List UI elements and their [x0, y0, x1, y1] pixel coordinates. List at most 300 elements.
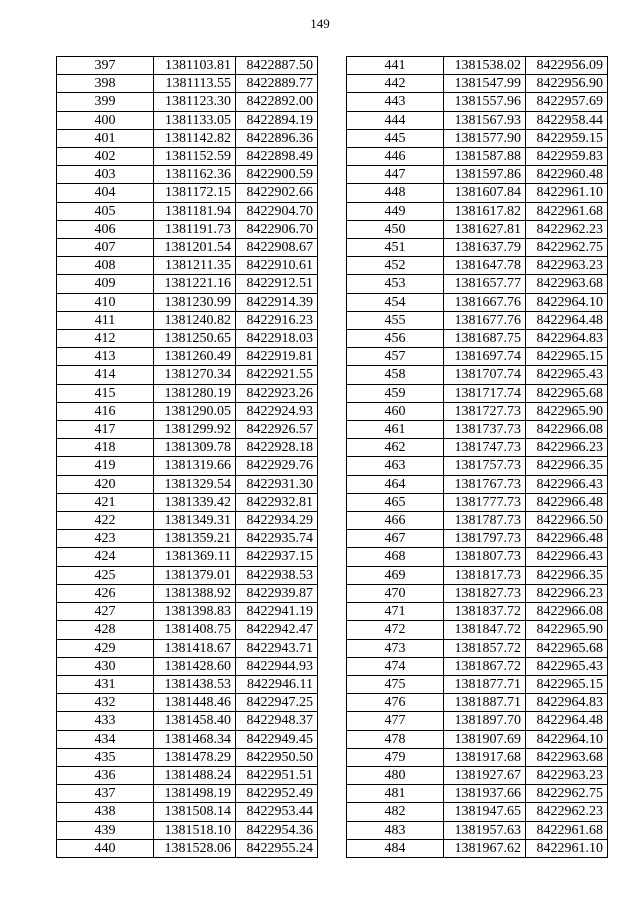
point-number-cell: 484 — [347, 839, 444, 857]
x-coordinate-cell: 1381917.68 — [444, 748, 526, 766]
y-coordinate-cell: 8422958.44 — [526, 111, 608, 129]
point-number-cell: 418 — [57, 439, 154, 457]
point-number-cell: 407 — [57, 239, 154, 257]
table-row — [347, 148, 608, 166]
y-coordinate-cell: 8422934.29 — [236, 512, 318, 530]
table-row — [347, 657, 608, 675]
x-coordinate-cell: 1381877.71 — [444, 675, 526, 693]
y-coordinate-cell: 8422964.83 — [526, 694, 608, 712]
point-number-cell: 403 — [57, 166, 154, 184]
point-number-cell: 423 — [57, 530, 154, 548]
x-coordinate-cell: 1381250.65 — [154, 330, 236, 348]
point-number-cell: 448 — [347, 184, 444, 202]
point-number-cell: 421 — [57, 493, 154, 511]
x-coordinate-cell: 1381468.34 — [154, 730, 236, 748]
table-row — [347, 93, 608, 111]
point-number-cell: 470 — [347, 584, 444, 602]
y-coordinate-cell: 8422908.67 — [236, 239, 318, 257]
table-row — [347, 457, 608, 475]
table-row — [57, 785, 318, 803]
y-coordinate-cell: 8422959.15 — [526, 129, 608, 147]
table-row — [347, 785, 608, 803]
point-number-cell: 433 — [57, 712, 154, 730]
x-coordinate-cell: 1381927.67 — [444, 766, 526, 784]
x-coordinate-cell: 1381667.76 — [444, 293, 526, 311]
x-coordinate-cell: 1381897.70 — [444, 712, 526, 730]
table-row — [57, 129, 318, 147]
x-coordinate-cell: 1381967.62 — [444, 839, 526, 857]
table-row — [347, 366, 608, 384]
point-number-cell: 468 — [347, 548, 444, 566]
point-number-cell: 436 — [57, 766, 154, 784]
y-coordinate-cell: 8422966.08 — [526, 421, 608, 439]
x-coordinate-cell: 1381458.40 — [154, 712, 236, 730]
point-number-cell: 459 — [347, 384, 444, 402]
y-coordinate-cell: 8422966.50 — [526, 512, 608, 530]
table-row — [57, 530, 318, 548]
table-row — [347, 694, 608, 712]
point-number-cell: 453 — [347, 275, 444, 293]
y-coordinate-cell: 8422966.43 — [526, 548, 608, 566]
y-coordinate-cell: 8422964.48 — [526, 311, 608, 329]
point-number-cell: 460 — [347, 402, 444, 420]
point-number-cell: 449 — [347, 202, 444, 220]
x-coordinate-cell: 1381587.88 — [444, 148, 526, 166]
table-row — [57, 512, 318, 530]
x-coordinate-cell: 1381448.46 — [154, 694, 236, 712]
table-row — [347, 512, 608, 530]
point-number-cell: 467 — [347, 530, 444, 548]
x-coordinate-cell: 1381847.72 — [444, 621, 526, 639]
x-coordinate-cell: 1381329.54 — [154, 475, 236, 493]
table-row — [57, 257, 318, 275]
x-coordinate-cell: 1381787.73 — [444, 512, 526, 530]
table-row — [57, 493, 318, 511]
x-coordinate-cell: 1381339.42 — [154, 493, 236, 511]
x-coordinate-cell: 1381488.24 — [154, 766, 236, 784]
table-row — [57, 675, 318, 693]
y-coordinate-cell: 8422965.68 — [526, 384, 608, 402]
y-coordinate-cell: 8422962.75 — [526, 239, 608, 257]
table-row — [347, 748, 608, 766]
x-coordinate-cell: 1381607.84 — [444, 184, 526, 202]
y-coordinate-cell: 8422948.37 — [236, 712, 318, 730]
table-row — [57, 548, 318, 566]
y-coordinate-cell: 8422906.70 — [236, 220, 318, 238]
point-number-cell: 455 — [347, 311, 444, 329]
y-coordinate-cell: 8422898.49 — [236, 148, 318, 166]
table-row — [347, 803, 608, 821]
x-coordinate-cell: 1381637.79 — [444, 239, 526, 257]
table-row — [57, 821, 318, 839]
y-coordinate-cell: 8422928.18 — [236, 439, 318, 457]
x-coordinate-cell: 1381152.59 — [154, 148, 236, 166]
table-row — [347, 675, 608, 693]
point-number-cell: 420 — [57, 475, 154, 493]
point-number-cell: 477 — [347, 712, 444, 730]
point-number-cell: 408 — [57, 257, 154, 275]
x-coordinate-cell: 1381557.96 — [444, 93, 526, 111]
y-coordinate-cell: 8422954.36 — [236, 821, 318, 839]
y-coordinate-cell: 8422966.48 — [526, 530, 608, 548]
x-coordinate-cell: 1381438.53 — [154, 675, 236, 693]
x-coordinate-cell: 1381737.73 — [444, 421, 526, 439]
table-row — [347, 439, 608, 457]
y-coordinate-cell: 8422966.35 — [526, 566, 608, 584]
x-coordinate-cell: 1381767.73 — [444, 475, 526, 493]
point-number-cell: 451 — [347, 239, 444, 257]
table-row — [57, 421, 318, 439]
point-number-cell: 431 — [57, 675, 154, 693]
table-row — [57, 639, 318, 657]
x-coordinate-cell: 1381230.99 — [154, 293, 236, 311]
table-row — [57, 603, 318, 621]
point-number-cell: 479 — [347, 748, 444, 766]
y-coordinate-cell: 8422956.09 — [526, 57, 608, 75]
point-number-cell: 482 — [347, 803, 444, 821]
point-number-cell: 410 — [57, 293, 154, 311]
y-coordinate-cell: 8422931.30 — [236, 475, 318, 493]
table-row — [347, 639, 608, 657]
table-row — [57, 239, 318, 257]
x-coordinate-cell: 1381807.73 — [444, 548, 526, 566]
y-coordinate-cell: 8422962.75 — [526, 785, 608, 803]
x-coordinate-cell: 1381677.76 — [444, 311, 526, 329]
table-row — [57, 657, 318, 675]
x-coordinate-cell: 1381817.73 — [444, 566, 526, 584]
table-row — [347, 184, 608, 202]
y-coordinate-cell: 8422896.36 — [236, 129, 318, 147]
y-coordinate-cell: 8422892.00 — [236, 93, 318, 111]
x-coordinate-cell: 1381290.05 — [154, 402, 236, 420]
y-coordinate-cell: 8422937.15 — [236, 548, 318, 566]
y-coordinate-cell: 8422963.23 — [526, 257, 608, 275]
x-coordinate-cell: 1381142.82 — [154, 129, 236, 147]
point-number-cell: 474 — [347, 657, 444, 675]
y-coordinate-cell: 8422965.43 — [526, 657, 608, 675]
y-coordinate-cell: 8422932.81 — [236, 493, 318, 511]
x-coordinate-cell: 1381113.55 — [154, 75, 236, 93]
point-number-cell: 400 — [57, 111, 154, 129]
y-coordinate-cell: 8422966.35 — [526, 457, 608, 475]
point-number-cell: 443 — [347, 93, 444, 111]
x-coordinate-cell: 1381478.29 — [154, 748, 236, 766]
y-coordinate-cell: 8422955.24 — [236, 839, 318, 857]
x-coordinate-cell: 1381299.92 — [154, 421, 236, 439]
point-number-cell: 397 — [57, 57, 154, 75]
x-coordinate-cell: 1381162.36 — [154, 166, 236, 184]
table-row — [57, 330, 318, 348]
x-coordinate-cell: 1381657.77 — [444, 275, 526, 293]
point-number-cell: 437 — [57, 785, 154, 803]
table-row — [347, 475, 608, 493]
y-coordinate-cell: 8422963.23 — [526, 766, 608, 784]
table-row — [57, 621, 318, 639]
table-row — [347, 766, 608, 784]
point-number-cell: 462 — [347, 439, 444, 457]
table-row — [347, 402, 608, 420]
table-row — [347, 384, 608, 402]
point-number-cell: 465 — [347, 493, 444, 511]
y-coordinate-cell: 8422959.83 — [526, 148, 608, 166]
point-number-cell: 411 — [57, 311, 154, 329]
y-coordinate-cell: 8422957.69 — [526, 93, 608, 111]
x-coordinate-cell: 1381937.66 — [444, 785, 526, 803]
table-row — [57, 712, 318, 730]
point-number-cell: 456 — [347, 330, 444, 348]
x-coordinate-cell: 1381201.54 — [154, 239, 236, 257]
x-coordinate-cell: 1381717.74 — [444, 384, 526, 402]
y-coordinate-cell: 8422946.11 — [236, 675, 318, 693]
x-coordinate-cell: 1381319.66 — [154, 457, 236, 475]
y-coordinate-cell: 8422960.48 — [526, 166, 608, 184]
point-number-cell: 417 — [57, 421, 154, 439]
y-coordinate-cell: 8422949.45 — [236, 730, 318, 748]
y-coordinate-cell: 8422966.08 — [526, 603, 608, 621]
y-coordinate-cell: 8422953.44 — [236, 803, 318, 821]
y-coordinate-cell: 8422963.68 — [526, 275, 608, 293]
y-coordinate-cell: 8422961.68 — [526, 202, 608, 220]
x-coordinate-cell: 1381221.16 — [154, 275, 236, 293]
table-row — [347, 584, 608, 602]
point-number-cell: 439 — [57, 821, 154, 839]
y-coordinate-cell: 8422941.19 — [236, 603, 318, 621]
point-number-cell: 435 — [57, 748, 154, 766]
table-row — [57, 439, 318, 457]
y-coordinate-cell: 8422929.76 — [236, 457, 318, 475]
y-coordinate-cell: 8422938.53 — [236, 566, 318, 584]
point-number-cell: 452 — [347, 257, 444, 275]
table-row — [347, 275, 608, 293]
point-number-cell: 444 — [347, 111, 444, 129]
y-coordinate-cell: 8422935.74 — [236, 530, 318, 548]
table-row — [57, 766, 318, 784]
y-coordinate-cell: 8422902.66 — [236, 184, 318, 202]
table-row — [57, 111, 318, 129]
table-row — [57, 220, 318, 238]
point-number-cell: 427 — [57, 603, 154, 621]
point-number-cell: 416 — [57, 402, 154, 420]
y-coordinate-cell: 8422939.87 — [236, 584, 318, 602]
x-coordinate-cell: 1381359.21 — [154, 530, 236, 548]
table-row — [347, 621, 608, 639]
point-number-cell: 425 — [57, 566, 154, 584]
point-number-cell: 432 — [57, 694, 154, 712]
y-coordinate-cell: 8422919.81 — [236, 348, 318, 366]
point-number-cell: 441 — [347, 57, 444, 75]
y-coordinate-cell: 8422952.49 — [236, 785, 318, 803]
table-row — [347, 202, 608, 220]
point-number-cell: 404 — [57, 184, 154, 202]
table-row — [347, 712, 608, 730]
x-coordinate-cell: 1381957.63 — [444, 821, 526, 839]
table-row — [347, 530, 608, 548]
y-coordinate-cell: 8422961.10 — [526, 839, 608, 857]
x-coordinate-cell: 1381191.73 — [154, 220, 236, 238]
point-number-cell: 445 — [347, 129, 444, 147]
point-number-cell: 401 — [57, 129, 154, 147]
point-number-cell: 440 — [57, 839, 154, 857]
table-row — [347, 239, 608, 257]
x-coordinate-cell: 1381687.75 — [444, 330, 526, 348]
y-coordinate-cell: 8422966.43 — [526, 475, 608, 493]
x-coordinate-cell: 1381133.05 — [154, 111, 236, 129]
y-coordinate-cell: 8422964.10 — [526, 293, 608, 311]
x-coordinate-cell: 1381757.73 — [444, 457, 526, 475]
y-coordinate-cell: 8422887.50 — [236, 57, 318, 75]
y-coordinate-cell: 8422965.15 — [526, 675, 608, 693]
x-coordinate-cell: 1381518.10 — [154, 821, 236, 839]
x-coordinate-cell: 1381857.72 — [444, 639, 526, 657]
point-number-cell: 471 — [347, 603, 444, 621]
table-row — [347, 548, 608, 566]
x-coordinate-cell: 1381538.02 — [444, 57, 526, 75]
x-coordinate-cell: 1381270.34 — [154, 366, 236, 384]
table-row — [57, 75, 318, 93]
point-number-cell: 405 — [57, 202, 154, 220]
y-coordinate-cell: 8422912.51 — [236, 275, 318, 293]
x-coordinate-cell: 1381172.15 — [154, 184, 236, 202]
y-coordinate-cell: 8422966.23 — [526, 584, 608, 602]
x-coordinate-cell: 1381388.92 — [154, 584, 236, 602]
point-number-cell: 450 — [347, 220, 444, 238]
table-row — [57, 348, 318, 366]
y-coordinate-cell: 8422944.93 — [236, 657, 318, 675]
x-coordinate-cell: 1381103.81 — [154, 57, 236, 75]
x-coordinate-cell: 1381428.60 — [154, 657, 236, 675]
table-row — [347, 57, 608, 75]
coordinates-table-right — [346, 56, 608, 858]
table-row — [57, 366, 318, 384]
point-number-cell: 419 — [57, 457, 154, 475]
y-coordinate-cell: 8422889.77 — [236, 75, 318, 93]
y-coordinate-cell: 8422943.71 — [236, 639, 318, 657]
x-coordinate-cell: 1381617.82 — [444, 202, 526, 220]
x-coordinate-cell: 1381123.30 — [154, 93, 236, 111]
x-coordinate-cell: 1381309.78 — [154, 439, 236, 457]
y-coordinate-cell: 8422965.68 — [526, 639, 608, 657]
y-coordinate-cell: 8422950.50 — [236, 748, 318, 766]
x-coordinate-cell: 1381369.11 — [154, 548, 236, 566]
x-coordinate-cell: 1381867.72 — [444, 657, 526, 675]
x-coordinate-cell: 1381260.49 — [154, 348, 236, 366]
x-coordinate-cell: 1381567.93 — [444, 111, 526, 129]
table-row — [347, 493, 608, 511]
y-coordinate-cell: 8422962.23 — [526, 803, 608, 821]
x-coordinate-cell: 1381181.94 — [154, 202, 236, 220]
y-coordinate-cell: 8422962.23 — [526, 220, 608, 238]
x-coordinate-cell: 1381837.72 — [444, 603, 526, 621]
x-coordinate-cell: 1381887.71 — [444, 694, 526, 712]
point-number-cell: 438 — [57, 803, 154, 821]
x-coordinate-cell: 1381498.19 — [154, 785, 236, 803]
y-coordinate-cell: 8422951.51 — [236, 766, 318, 784]
y-coordinate-cell: 8422942.47 — [236, 621, 318, 639]
table-row — [57, 184, 318, 202]
table-row — [347, 603, 608, 621]
x-coordinate-cell: 1381547.99 — [444, 75, 526, 93]
x-coordinate-cell: 1381697.74 — [444, 348, 526, 366]
point-number-cell: 430 — [57, 657, 154, 675]
table-row — [347, 839, 608, 857]
table-row — [347, 421, 608, 439]
point-number-cell: 472 — [347, 621, 444, 639]
x-coordinate-cell: 1381398.83 — [154, 603, 236, 621]
point-number-cell: 398 — [57, 75, 154, 93]
table-row — [347, 220, 608, 238]
point-number-cell: 464 — [347, 475, 444, 493]
x-coordinate-cell: 1381508.14 — [154, 803, 236, 821]
table-row — [347, 166, 608, 184]
table-row — [57, 566, 318, 584]
table-row — [347, 75, 608, 93]
table-row — [57, 275, 318, 293]
point-number-cell: 413 — [57, 348, 154, 366]
x-coordinate-cell: 1381349.31 — [154, 512, 236, 530]
point-number-cell: 466 — [347, 512, 444, 530]
point-number-cell: 406 — [57, 220, 154, 238]
y-coordinate-cell: 8422914.39 — [236, 293, 318, 311]
point-number-cell: 454 — [347, 293, 444, 311]
y-coordinate-cell: 8422964.83 — [526, 330, 608, 348]
table-row — [57, 730, 318, 748]
x-coordinate-cell: 1381947.65 — [444, 803, 526, 821]
x-coordinate-cell: 1381777.73 — [444, 493, 526, 511]
point-number-cell: 457 — [347, 348, 444, 366]
table-row — [57, 584, 318, 602]
x-coordinate-cell: 1381627.81 — [444, 220, 526, 238]
point-number-cell: 424 — [57, 548, 154, 566]
table-row — [57, 694, 318, 712]
page-number: 149 — [310, 16, 330, 31]
table-row — [347, 730, 608, 748]
point-number-cell: 399 — [57, 93, 154, 111]
table-row — [57, 311, 318, 329]
table-row — [57, 202, 318, 220]
point-number-cell: 481 — [347, 785, 444, 803]
table-row — [347, 111, 608, 129]
point-number-cell: 415 — [57, 384, 154, 402]
point-number-cell: 422 — [57, 512, 154, 530]
table-row — [347, 566, 608, 584]
table-row — [57, 402, 318, 420]
y-coordinate-cell: 8422924.93 — [236, 402, 318, 420]
y-coordinate-cell: 8422961.10 — [526, 184, 608, 202]
x-coordinate-cell: 1381727.73 — [444, 402, 526, 420]
x-coordinate-cell: 1381211.35 — [154, 257, 236, 275]
table-row — [347, 129, 608, 147]
y-coordinate-cell: 8422964.10 — [526, 730, 608, 748]
coordinates-table-left — [56, 56, 318, 858]
table-row — [57, 57, 318, 75]
x-coordinate-cell: 1381827.73 — [444, 584, 526, 602]
x-coordinate-cell: 1381907.69 — [444, 730, 526, 748]
y-coordinate-cell: 8422961.68 — [526, 821, 608, 839]
y-coordinate-cell: 8422921.55 — [236, 366, 318, 384]
point-number-cell: 442 — [347, 75, 444, 93]
point-number-cell: 446 — [347, 148, 444, 166]
y-coordinate-cell: 8422965.90 — [526, 621, 608, 639]
point-number-cell: 447 — [347, 166, 444, 184]
x-coordinate-cell: 1381597.86 — [444, 166, 526, 184]
table-row — [57, 839, 318, 857]
point-number-cell: 429 — [57, 639, 154, 657]
table-row — [347, 348, 608, 366]
point-number-cell: 434 — [57, 730, 154, 748]
x-coordinate-cell: 1381577.90 — [444, 129, 526, 147]
x-coordinate-cell: 1381408.75 — [154, 621, 236, 639]
point-number-cell: 476 — [347, 694, 444, 712]
